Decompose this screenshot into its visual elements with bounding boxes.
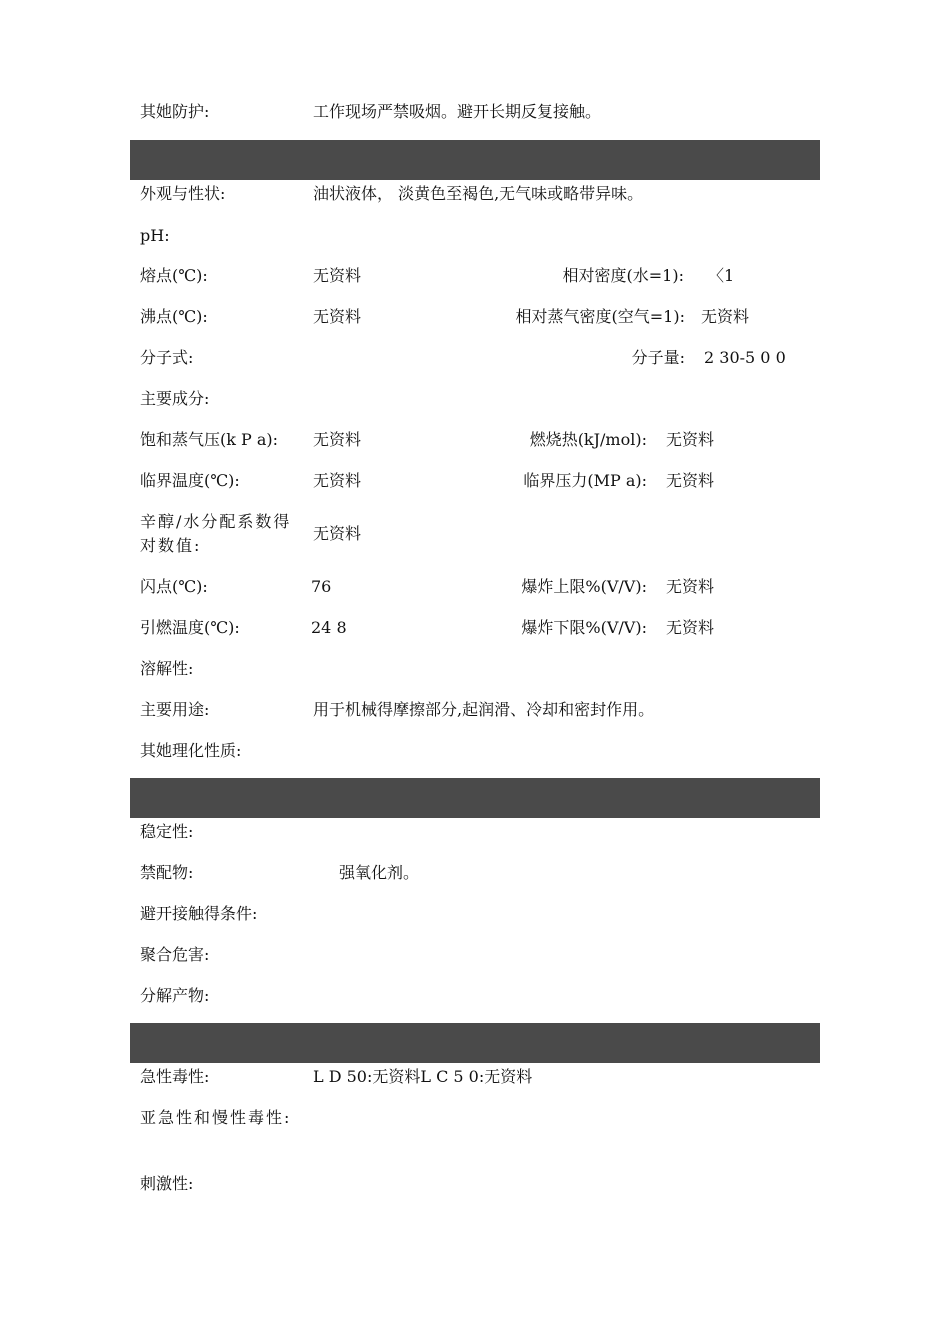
main-use-value: 用于机械得摩擦部分,起润滑、冷却和密封作用。 [313,700,655,719]
boiling-point-value: 无资料 [313,307,362,326]
relative-density-value: 〈1 [708,266,735,285]
other-protection-value: 工作现场严禁吸烟。避开长期反复接触。 [313,102,602,121]
critical-temp-label: 临界温度(℃): [140,471,240,490]
solubility-label: 溶解性: [140,659,194,678]
critical-pressure-label: 临界压力(MP a): [523,471,647,490]
lower-explosive-label: 爆炸下限%(V/V): [521,618,647,637]
acute-toxicity-label: 急性毒性: [140,1067,210,1086]
vapor-density-label: 相对蒸气密度(空气=1): [515,307,685,326]
upper-explosive-label: 爆炸上限%(V/V): [521,577,647,596]
appearance-label: 外观与性状: [140,184,226,203]
incompatible-value: 强氧化剂。 [339,863,420,882]
heat-of-combustion-label: 燃烧热(kJ/mol): [529,430,647,449]
molecular-weight-label: 分子量: [631,348,685,367]
main-use-label: 主要用途: [140,700,210,719]
vapor-pressure-label: 饱和蒸气压(k P a): [140,430,279,449]
irritation-label: 刺激性: [140,1174,194,1193]
vapor-pressure-value: 无资料 [313,430,362,449]
acute-toxicity-value: L D 50:无资料L C 5 0:无资料 [313,1067,533,1086]
ignition-temp-label: 引燃温度(℃): [140,618,240,637]
incompatible-label: 禁配物: [140,863,194,882]
ignition-temp-value: 24 8 [311,618,347,637]
formula-label: 分子式: [140,348,194,367]
heat-of-combustion-value: 无资料 [666,430,715,449]
main-components-label: 主要成分: [140,389,210,408]
polymerization-label: 聚合危害: [140,945,210,964]
melting-point-label: 熔点(℃): [140,266,208,285]
conditions-avoid-label: 避开接触得条件: [140,904,258,923]
relative-density-label: 相对密度(水=1): [562,266,684,285]
stability-label: 稳定性: [140,822,194,841]
critical-pressure-value: 无资料 [666,471,715,490]
section-header-bar-stability [130,778,820,818]
flash-point-value: 76 [311,577,332,596]
melting-point-value: 无资料 [313,266,362,285]
flash-point-label: 闪点(℃): [140,577,208,596]
section-header-bar-physical [130,140,820,180]
partition-coeff-value: 无资料 [313,524,362,543]
boiling-point-label: 沸点(℃): [140,307,208,326]
other-protection-label: 其她防护: [140,102,210,121]
upper-explosive-value: 无资料 [666,577,715,596]
critical-temp-value: 无资料 [313,471,362,490]
lower-explosive-value: 无资料 [666,618,715,637]
partition-coeff-label: 辛醇/水分配系数得对数值: [140,512,292,555]
appearance-value: 油状液体， 淡黄色至褐色,无气味或略带异味。 [313,184,644,203]
vapor-density-value: 无资料 [701,307,750,326]
ph-label: pH: [140,226,170,245]
decomposition-label: 分解产物: [140,986,210,1005]
section-header-bar-toxicology [130,1023,820,1063]
other-properties-label: 其她理化性质: [140,741,242,760]
molecular-weight-value: 2 30-5 0 0 [704,348,786,367]
chronic-toxicity-label: 亚急性和慢性毒性: [140,1108,292,1127]
